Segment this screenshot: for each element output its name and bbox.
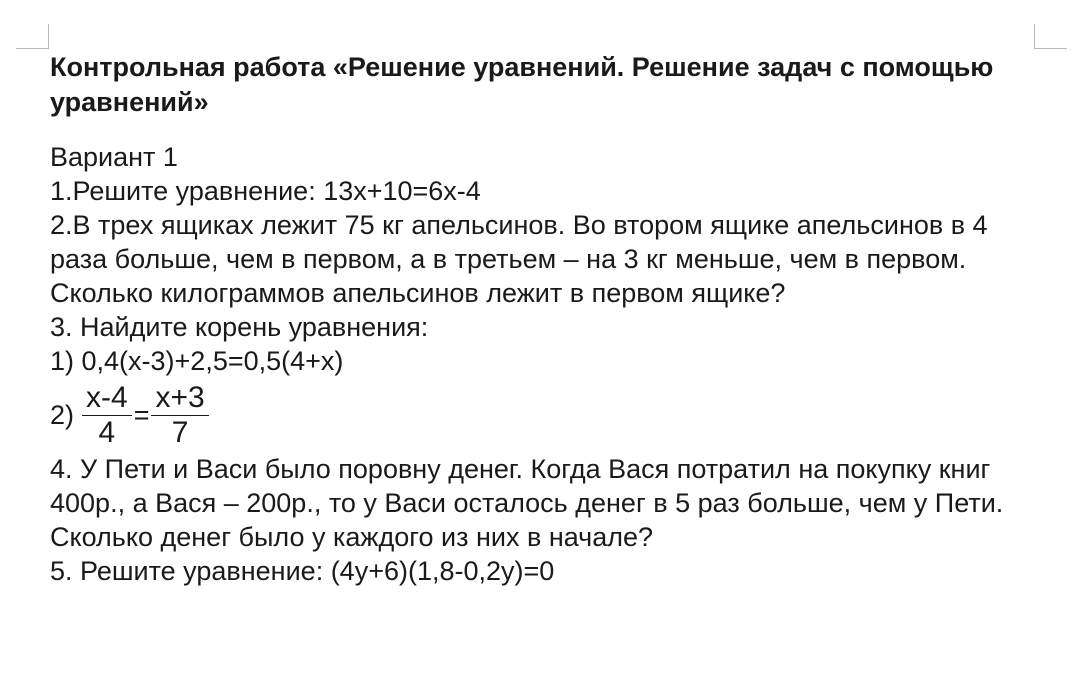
right-fraction xyxy=(151,381,208,450)
document-body xyxy=(50,50,1050,588)
left-fraction xyxy=(82,381,132,450)
task-2: 2.В трех ящиках лежит 75 кг апельсинов. Во втором ящике апельсинов в 4 раза больше, чем в первом, а в третьем – на 3 кг меньше, чем в первом. Сколько килограммов апельсинов лежит в первом ящике? xyxy=(50,210,988,308)
equals-sign: = xyxy=(133,399,150,430)
task-4: 4. У Пети и Васи было поровну денег. Когда Вася потратил на покупку книг 400р., а Вася – 200р., то у Васи осталось денег в 5 раз больше, чем у Пети. Сколько денег было у каждого из них в начале? xyxy=(50,454,1004,552)
task-3-item-1: 1) 0,4(x-3)+2,5=0,5(4+x) xyxy=(50,346,344,376)
page-corner-mark-right xyxy=(1034,24,1067,49)
right-denominator: 7 xyxy=(171,415,189,449)
task-5: 5. Решите уравнение: (4y+6)(1,8-0,2y)=0 xyxy=(50,556,555,586)
task-1: 1.Решите уравнение: 13x+10=6x-4 xyxy=(50,176,481,206)
variant-label: Вариант 1 xyxy=(50,142,178,172)
left-numerator: x-4 xyxy=(82,381,132,416)
right-numerator: x+3 xyxy=(151,381,208,416)
task-3-heading: 3. Найдите корень уравнения: xyxy=(50,312,429,342)
task-3-item-2 xyxy=(50,378,1050,452)
left-denominator: 4 xyxy=(98,415,116,449)
task-3-item-2-prefix: 2) xyxy=(50,399,75,430)
page-corner-mark-left xyxy=(16,24,49,49)
document-title: Контрольная работа «Решение уравнений. Решение задач с помощью уравнений» xyxy=(50,52,994,117)
